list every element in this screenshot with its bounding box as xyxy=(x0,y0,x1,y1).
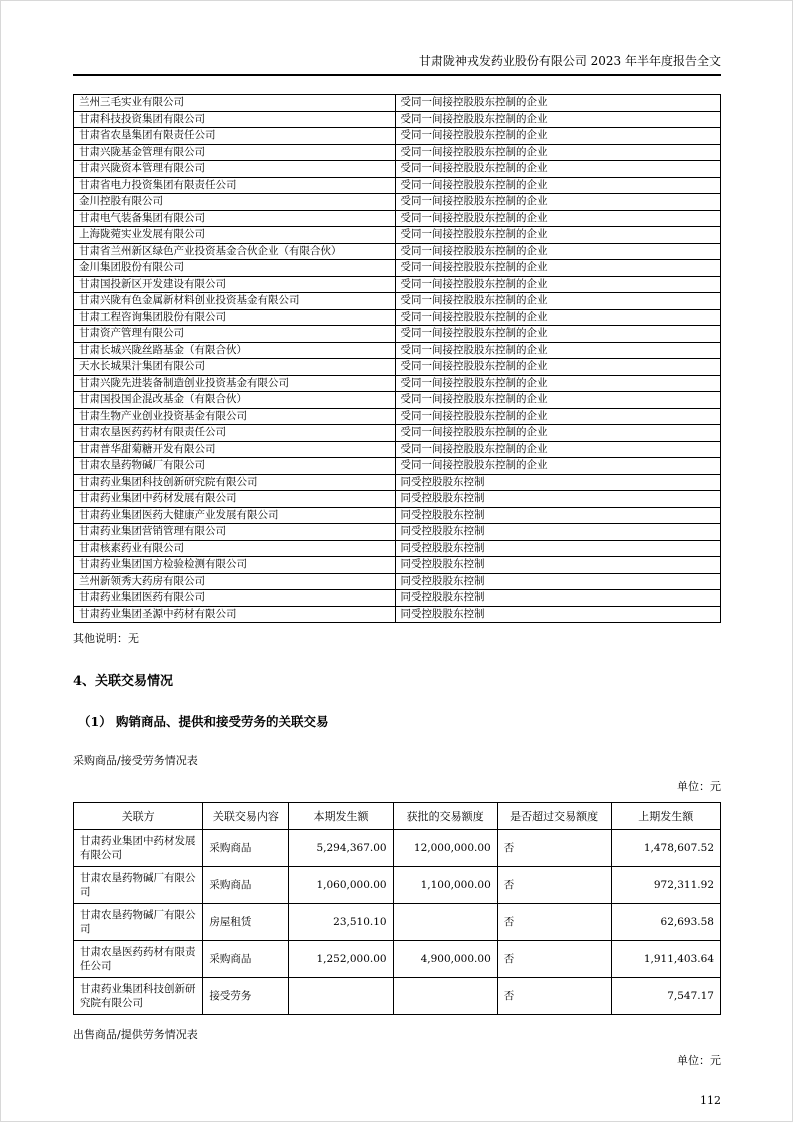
relation-cell: 同受控股股东控制 xyxy=(395,557,720,574)
related-party-row xyxy=(74,557,721,574)
related-party-row xyxy=(74,342,721,359)
relation-cell: 受同一间接控股股东控制的企业 xyxy=(395,260,720,277)
related-party-row xyxy=(74,293,721,310)
party-name-cell: 甘肃电气装备集团有限公司 xyxy=(74,210,396,227)
related-party-row xyxy=(74,128,721,145)
relation-cell: 受同一间接控股股东控制的企业 xyxy=(395,408,720,425)
party-name-cell: 甘肃生物产业创业投资基金有限公司 xyxy=(74,408,396,425)
transaction-row xyxy=(74,867,721,904)
party-name-cell: 甘肃农垦药物碱厂有限公司 xyxy=(74,458,396,475)
current-amount-cell: 1,252,000.00 xyxy=(289,941,393,978)
exceeded-quota-cell: 否 xyxy=(497,978,611,1015)
related-party-row xyxy=(74,210,721,227)
relation-cell: 受同一间接控股股东控制的企业 xyxy=(395,375,720,392)
relation-cell: 受同一间接控股股东控制的企业 xyxy=(395,309,720,326)
relation-cell: 受同一间接控股股东控制的企业 xyxy=(395,161,720,178)
party-name-cell: 金川集团股份有限公司 xyxy=(74,260,396,277)
related-party-row xyxy=(74,227,721,244)
relation-cell: 同受控股股东控制 xyxy=(395,524,720,541)
party-name-cell: 甘肃工程咨询集团股份有限公司 xyxy=(74,309,396,326)
relation-cell: 受同一间接控股股东控制的企业 xyxy=(395,144,720,161)
transaction-row xyxy=(74,904,721,941)
relation-cell: 同受控股股东控制 xyxy=(395,540,720,557)
column-header-transaction-content: 关联交易内容 xyxy=(203,803,289,830)
party-name-cell: 甘肃药业集团国方检验检测有限公司 xyxy=(74,557,396,574)
current-amount-cell: 23,510.10 xyxy=(289,904,393,941)
party-name-cell: 甘肃兴陇资本管理有限公司 xyxy=(74,161,396,178)
party-name-cell: 甘肃长城兴陇丝路基金（有限合伙） xyxy=(74,342,396,359)
party-name-cell: 兰州三毛实业有限公司 xyxy=(74,95,396,112)
relation-cell: 受同一间接控股股东控制的企业 xyxy=(395,458,720,475)
section-heading: 4、关联交易情况 xyxy=(73,674,174,689)
related-party-row xyxy=(74,194,721,211)
sales-unit-label: 单位：元 xyxy=(677,1054,721,1067)
relation-cell: 同受控股股东控制 xyxy=(395,507,720,524)
party-name-cell: 甘肃科技投资集团有限公司 xyxy=(74,111,396,128)
party-name-cell: 甘肃国投新区开发建设有限公司 xyxy=(74,276,396,293)
relation-cell: 同受控股股东控制 xyxy=(395,573,720,590)
page-number: 112 xyxy=(700,1094,721,1107)
related-party-row xyxy=(74,408,721,425)
transaction-content-cell: 采购商品 xyxy=(203,867,289,904)
party-name-cell: 甘肃资产管理有限公司 xyxy=(74,326,396,343)
related-party-row xyxy=(74,524,721,541)
approved-quota-cell: 1,100,000.00 xyxy=(393,867,497,904)
relation-cell: 受同一间接控股股东控制的企业 xyxy=(395,293,720,310)
related-party-cell: 甘肃农垦药物碱厂有限公司 xyxy=(74,867,203,904)
current-amount-cell xyxy=(289,978,393,1015)
exceeded-quota-cell: 否 xyxy=(497,904,611,941)
relation-cell: 同受控股股东控制 xyxy=(395,590,720,607)
relation-cell: 受同一间接控股股东控制的企业 xyxy=(395,111,720,128)
purchase-table-caption: 采购商品/接受劳务情况表 xyxy=(73,754,198,767)
approved-quota-cell xyxy=(393,978,497,1015)
relation-cell: 受同一间接控股股东控制的企业 xyxy=(395,425,720,442)
related-parties-table xyxy=(73,94,721,623)
related-party-row xyxy=(74,359,721,376)
party-name-cell: 甘肃兴陇基金管理有限公司 xyxy=(74,144,396,161)
party-name-cell: 天水长城果汁集团有限公司 xyxy=(74,359,396,376)
table-header-row xyxy=(74,803,721,830)
transaction-row xyxy=(74,830,721,867)
report-title: 甘肃陇神戎发药业股份有限公司 2023 年半年度报告全文 xyxy=(418,54,721,68)
related-party-row xyxy=(74,375,721,392)
relation-cell: 受同一间接控股股东控制的企业 xyxy=(395,276,720,293)
related-party-row xyxy=(74,590,721,607)
related-party-row xyxy=(74,309,721,326)
relation-cell: 受同一间接控股股东控制的企业 xyxy=(395,342,720,359)
column-header-exceeded-quota: 是否超过交易额度 xyxy=(497,803,611,830)
party-name-cell: 甘肃药业集团圣源中药材有限公司 xyxy=(74,606,396,623)
relation-cell: 受同一间接控股股东控制的企业 xyxy=(395,359,720,376)
prior-amount-cell: 1,478,607.52 xyxy=(611,830,720,867)
relation-cell: 同受控股股东控制 xyxy=(395,474,720,491)
party-name-cell: 甘肃国投国企混改基金（有限合伙） xyxy=(74,392,396,409)
party-name-cell: 甘肃兴陇先进装备制造创业投资基金有限公司 xyxy=(74,375,396,392)
party-name-cell: 兰州新领秀大药房有限公司 xyxy=(74,573,396,590)
relation-cell: 受同一间接控股股东控制的企业 xyxy=(395,392,720,409)
party-name-cell: 甘肃省农垦集团有限责任公司 xyxy=(74,128,396,145)
related-party-row xyxy=(74,161,721,178)
related-party-row xyxy=(74,474,721,491)
purchase-unit-label: 单位：元 xyxy=(677,780,721,793)
party-name-cell: 甘肃农垦医药药材有限责任公司 xyxy=(74,425,396,442)
relation-cell: 受同一间接控股股东控制的企业 xyxy=(395,128,720,145)
prior-amount-cell: 1,911,403.64 xyxy=(611,941,720,978)
related-party-row xyxy=(74,326,721,343)
related-party-row xyxy=(74,243,721,260)
approved-quota-cell: 4,900,000.00 xyxy=(393,941,497,978)
relation-cell: 受同一间接控股股东控制的企业 xyxy=(395,326,720,343)
related-party-row xyxy=(74,507,721,524)
party-name-cell: 甘肃普华甜菊糖开发有限公司 xyxy=(74,441,396,458)
column-header-prior-amount: 上期发生额 xyxy=(611,803,720,830)
approved-quota-cell xyxy=(393,904,497,941)
party-name-cell: 甘肃药业集团中药材发展有限公司 xyxy=(74,491,396,508)
relation-cell: 受同一间接控股股东控制的企业 xyxy=(395,441,720,458)
party-name-cell: 甘肃核素药业有限公司 xyxy=(74,540,396,557)
prior-amount-cell: 7,547.17 xyxy=(611,978,720,1015)
relation-cell: 受同一间接控股股东控制的企业 xyxy=(395,210,720,227)
related-party-row xyxy=(74,491,721,508)
related-party-row xyxy=(74,260,721,277)
transaction-content-cell: 房屋租赁 xyxy=(203,904,289,941)
current-amount-cell: 1,060,000.00 xyxy=(289,867,393,904)
relation-cell: 受同一间接控股股东控制的企业 xyxy=(395,95,720,112)
related-party-row xyxy=(74,425,721,442)
party-name-cell: 甘肃兴陇有色金属新材料创业投资基金有限公司 xyxy=(74,293,396,310)
transaction-row xyxy=(74,978,721,1015)
related-party-row xyxy=(74,177,721,194)
approved-quota-cell: 12,000,000.00 xyxy=(393,830,497,867)
party-name-cell: 甘肃药业集团营销管理有限公司 xyxy=(74,524,396,541)
relation-cell: 受同一间接控股股东控制的企业 xyxy=(395,243,720,260)
relation-cell: 同受控股股东控制 xyxy=(395,491,720,508)
sales-table-caption: 出售商品/提供劳务情况表 xyxy=(73,1028,198,1041)
related-party-row xyxy=(74,95,721,112)
party-name-cell: 甘肃省兰州新区绿色产业投资基金合伙企业（有限合伙） xyxy=(74,243,396,260)
exceeded-quota-cell: 否 xyxy=(497,941,611,978)
related-party-row xyxy=(74,392,721,409)
exceeded-quota-cell: 否 xyxy=(497,867,611,904)
column-header-current-amount: 本期发生额 xyxy=(289,803,393,830)
related-party-cell: 甘肃药业集团中药材发展有限公司 xyxy=(74,830,203,867)
purchase-transactions-table xyxy=(73,802,721,1015)
related-party-row xyxy=(74,111,721,128)
relation-cell: 受同一间接控股股东控制的企业 xyxy=(395,194,720,211)
relation-cell: 受同一间接控股股东控制的企业 xyxy=(395,227,720,244)
column-header-approved-quota: 获批的交易额度 xyxy=(393,803,497,830)
related-party-cell: 甘肃农垦医药药材有限责任公司 xyxy=(74,941,203,978)
party-name-cell: 甘肃省电力投资集团有限责任公司 xyxy=(74,177,396,194)
related-party-row xyxy=(74,441,721,458)
party-name-cell: 甘肃药业集团医药有限公司 xyxy=(74,590,396,607)
party-name-cell: 甘肃药业集团科技创新研究院有限公司 xyxy=(74,474,396,491)
relation-cell: 受同一间接控股股东控制的企业 xyxy=(395,177,720,194)
other-note: 其他说明：无 xyxy=(73,632,139,645)
page-header xyxy=(73,53,721,76)
related-party-cell: 甘肃药业集团科技创新研究院有限公司 xyxy=(74,978,203,1015)
transaction-content-cell: 采购商品 xyxy=(203,830,289,867)
transaction-content-cell: 采购商品 xyxy=(203,941,289,978)
prior-amount-cell: 972,311.92 xyxy=(611,867,720,904)
current-amount-cell: 5,294,367.00 xyxy=(289,830,393,867)
column-header-related-party: 关联方 xyxy=(74,803,203,830)
related-party-row xyxy=(74,573,721,590)
party-name-cell: 上海陇菀实业发展有限公司 xyxy=(74,227,396,244)
relation-cell: 同受控股股东控制 xyxy=(395,606,720,623)
exceeded-quota-cell: 否 xyxy=(497,830,611,867)
related-party-row xyxy=(74,144,721,161)
related-party-row xyxy=(74,540,721,557)
related-party-row xyxy=(74,458,721,475)
related-party-row xyxy=(74,276,721,293)
party-name-cell: 甘肃药业集团医药大健康产业发展有限公司 xyxy=(74,507,396,524)
subsection-heading: （1） 购销商品、提供和接受劳务的关联交易 xyxy=(78,714,329,729)
related-party-row xyxy=(74,606,721,623)
transaction-content-cell: 接受劳务 xyxy=(203,978,289,1015)
transaction-row xyxy=(74,941,721,978)
related-party-cell: 甘肃农垦药物碱厂有限公司 xyxy=(74,904,203,941)
prior-amount-cell: 62,693.58 xyxy=(611,904,720,941)
party-name-cell: 金川控股有限公司 xyxy=(74,194,396,211)
